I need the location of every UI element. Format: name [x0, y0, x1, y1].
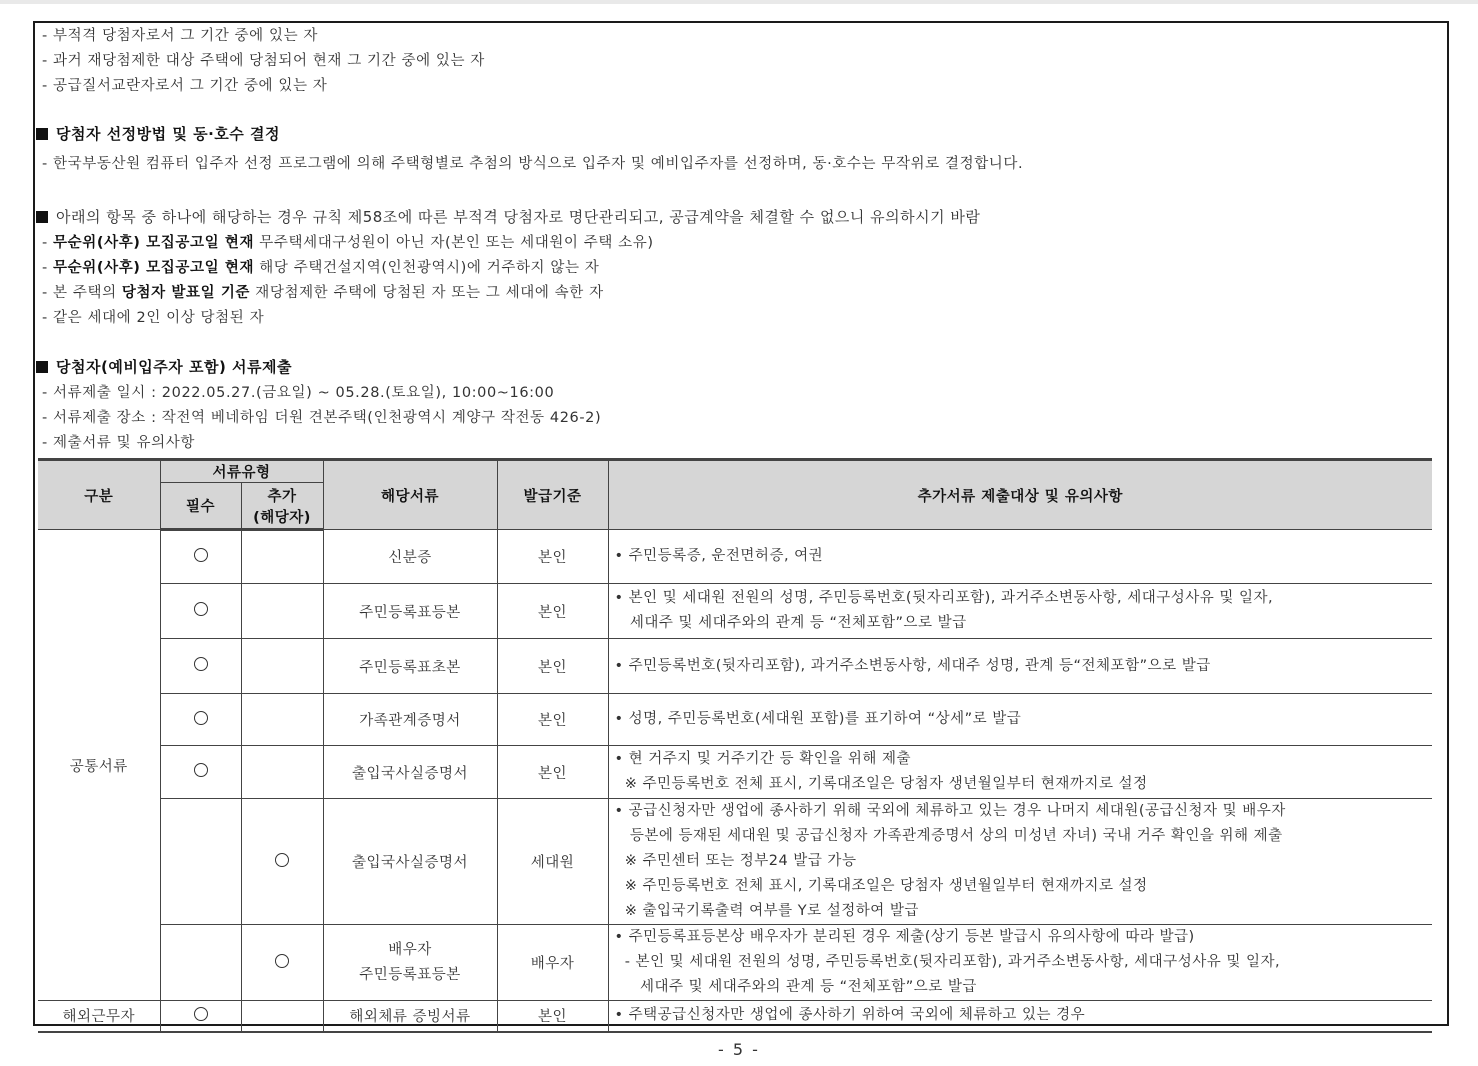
circle-mark-icon — [194, 602, 208, 616]
issue-basis: 본인 — [497, 694, 608, 746]
section-heading-notice — [36, 206, 980, 227]
submission-line: - 제출서류 및 유의사항 — [42, 435, 195, 451]
table-row — [38, 1001, 1432, 1032]
additional-mark — [241, 639, 323, 694]
selection-text: - 한국부동산원 컴퓨터 입주자 선정 프로그램에 의해 주택형별로 추첨의 방식으로 입주자 및 예비입주자를 선정하며, 동·호수는 무작위로 결정합니다. — [42, 156, 1024, 172]
required-mark — [160, 1001, 241, 1032]
additional-mark — [241, 584, 323, 639]
disqualification-item: - 공급질서교란자로서 그 기간 중에 있는 자 — [42, 78, 328, 94]
group-label-overseas: 해외근무자 — [38, 1001, 160, 1032]
issue-basis: 본인 — [497, 1001, 608, 1032]
notes-cell: • 주민등록증, 운전면허증, 여권 — [608, 530, 1432, 584]
notes-cell: • 성명, 주민등록번호(세대원 포함)를 표기하여 “상세”로 발급 — [608, 694, 1432, 746]
circle-mark-icon — [275, 954, 289, 968]
top-edge — [0, 0, 1478, 4]
document-name: 출입국사실증명서 — [323, 799, 497, 925]
section-heading-selection — [36, 123, 280, 144]
header-doc-type: 서류유형 — [160, 460, 323, 483]
additional-mark — [241, 799, 323, 925]
issue-basis: 본인 — [497, 746, 608, 799]
header-issue-basis: 발급기준 — [497, 460, 608, 530]
table-row — [38, 799, 1432, 925]
circle-mark-icon — [194, 657, 208, 671]
submission-heading-text: 당첨자(예비입주자 포함) 서류제출 — [56, 358, 293, 376]
notice-item: - 무순위(사후) 모집공고일 현재 무주택세대구성원이 아닌 자(본인 또는 세대원이 주택 소유) — [42, 235, 654, 251]
notes-cell: • 현 거주지 및 거주기간 등 확인을 위해 제출 ※ 주민등록번호 전체 표시, 기록대조일은 당첨자 생년월일부터 현재까지로 설정 — [608, 746, 1432, 799]
table-row — [38, 639, 1432, 694]
square-bullet-icon — [36, 211, 48, 223]
header-additional: 추가 (해당자) — [241, 483, 323, 530]
header-category: 구분 — [38, 460, 160, 530]
header-required: 필수 — [160, 483, 241, 530]
issue-basis: 본인 — [497, 530, 608, 584]
document-name: 배우자 주민등록표등본 — [323, 925, 497, 1001]
additional-mark — [241, 530, 323, 584]
disqualification-item: - 부적격 당첨자로서 그 기간 중에 있는 자 — [42, 28, 319, 44]
table-row — [38, 694, 1432, 746]
document-name: 주민등록표등본 — [323, 584, 497, 639]
required-mark — [160, 925, 241, 1001]
required-mark — [160, 746, 241, 799]
additional-mark — [241, 1001, 323, 1032]
notes-cell: • 공급신청자만 생업에 종사하기 위해 국외에 체류하고 있는 경우 나머지 세대원(공급신청자 및 배우자 등본에 등재된 세대원 및 공급신청자 가족관계증명서 상의 미성년 자녀) 국내 거주 확인을 위해 제출 ※ 주민센터 또는 정부24 발급 가능 ※ 주민등록번호 전체 표시, 기록대조일은 당첨자 생년월일부터 현재까지로 설정 ※ 출입국기록출력 여부를 Y로 설정하여 발급 — [608, 799, 1432, 925]
document-name: 해외체류 증빙서류 — [323, 1001, 497, 1032]
circle-mark-icon — [194, 711, 208, 725]
notes-cell: • 본인 및 세대원 전원의 성명, 주민등록번호(뒷자리포함), 과거주소변동사항, 세대구성사유 및 일자, 세대주 및 세대주와의 관계 등 “전체포함”으로 발급 — [608, 584, 1432, 639]
documents-table — [38, 458, 1432, 1033]
issue-basis: 배우자 — [497, 925, 608, 1001]
square-bullet-icon — [36, 128, 48, 140]
notice-item: - 같은 세대에 2인 이상 당첨된 자 — [42, 310, 265, 326]
header-notes: 추가서류 제출대상 및 유의사항 — [608, 460, 1432, 530]
additional-mark — [241, 694, 323, 746]
required-mark — [160, 584, 241, 639]
notes-cell: • 주민등록번호(뒷자리포함), 과거주소변동사항, 세대주 성명, 관계 등“전체포함”으로 발급 — [608, 639, 1432, 694]
document-name: 가족관계증명서 — [323, 694, 497, 746]
required-mark — [160, 694, 241, 746]
group-label-common: 공통서류 — [38, 530, 160, 1001]
document-name: 신분증 — [323, 530, 497, 584]
additional-mark — [241, 925, 323, 1001]
circle-mark-icon — [194, 548, 208, 562]
issue-basis: 본인 — [497, 639, 608, 694]
notes-cell: • 주택공급신청자만 생업에 종사하기 위하여 국외에 체류하고 있는 경우 — [608, 1001, 1432, 1032]
notice-item: - 무순위(사후) 모집공고일 현재 해당 주택건설지역(인천광역시)에 거주하지 않는 자 — [42, 260, 600, 276]
table-row — [38, 746, 1432, 799]
table-row — [38, 925, 1432, 1001]
page-number: - 5 - — [718, 1040, 760, 1059]
issue-basis: 세대원 — [497, 799, 608, 925]
table-row — [38, 530, 1432, 584]
selection-heading-text: 당첨자 선정방법 및 동·호수 결정 — [56, 125, 280, 143]
circle-mark-icon — [194, 763, 208, 777]
notice-heading-text: 아래의 항목 중 하나에 해당하는 경우 규칙 제58조에 따른 부적격 당첨자로 명단관리되고, 공급계약을 체결할 수 없으니 유의하시기 바람 — [56, 208, 981, 226]
document-name: 주민등록표초본 — [323, 639, 497, 694]
table-row — [38, 584, 1432, 639]
section-heading-submission — [36, 356, 292, 377]
notes-cell: • 주민등록표등본상 배우자가 분리된 경우 제출(상기 등본 발급시 유의사항에 따라 발급) - 본인 및 세대원 전원의 성명, 주민등록번호(뒷자리포함), 과거주소변동사항, 세대구성사유 및 일자, 세대주 및 세대주와의 관계 등 “전체포함”으로 발급 — [608, 925, 1432, 1001]
required-mark — [160, 799, 241, 925]
required-mark — [160, 530, 241, 584]
submission-line: - 서류제출 일시 : 2022.05.27.(금요일) ~ 05.28.(토요일), 10:00~16:00 — [42, 385, 555, 401]
header-document: 해당서류 — [323, 460, 497, 530]
square-bullet-icon — [36, 361, 48, 373]
circle-mark-icon — [194, 1007, 208, 1021]
circle-mark-icon — [275, 853, 289, 867]
required-mark — [160, 639, 241, 694]
additional-mark — [241, 746, 323, 799]
disqualification-item: - 과거 재당첨제한 대상 주택에 당첨되어 현재 그 기간 중에 있는 자 — [42, 53, 485, 69]
document-name: 출입국사실증명서 — [323, 746, 497, 799]
submission-line: - 서류제출 장소 : 작전역 베네하임 더원 견본주택(인천광역시 계양구 작전동 426-2) — [42, 410, 602, 426]
notice-item: - 본 주택의 당첨자 발표일 기준 재당첨제한 주택에 당첨된 자 또는 그 세대에 속한 자 — [42, 285, 604, 301]
issue-basis: 본인 — [497, 584, 608, 639]
